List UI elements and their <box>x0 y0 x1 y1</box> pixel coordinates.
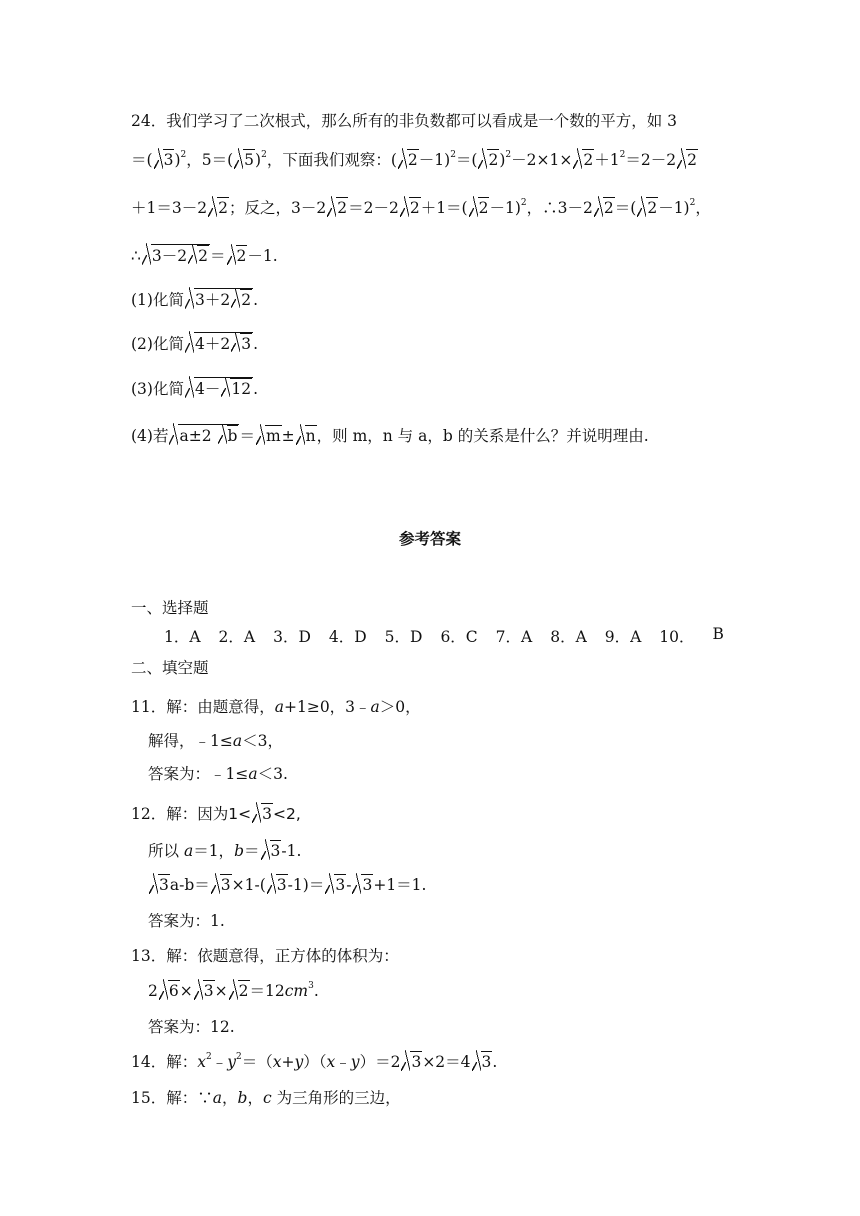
text: ＝( <box>614 199 637 217</box>
question-label: (3)化简 <box>131 380 184 398</box>
sqrt-symbol <box>227 245 248 267</box>
text: －1) <box>489 199 521 217</box>
sqrt-symbol <box>296 425 317 447</box>
var: a <box>232 732 243 750</box>
radicand: n <box>305 427 316 445</box>
text: ＝2－2 <box>348 199 399 217</box>
text: ， <box>247 1089 263 1107</box>
sqrt-symbol <box>208 197 229 219</box>
text: ＋1＝3－2 <box>131 199 208 217</box>
question-3 <box>131 377 258 400</box>
radicand: 2 <box>241 291 252 309</box>
radicand: 2 <box>478 199 489 217</box>
radicand: 2 <box>238 982 249 1000</box>
exponent: 2 <box>261 150 267 160</box>
sqrt-symbol <box>231 289 252 310</box>
text: 所以 <box>148 842 184 860</box>
text: ) <box>174 151 181 169</box>
sqrt-symbol <box>352 874 373 896</box>
text: ，5＝( <box>186 151 234 169</box>
answer-14 <box>131 1051 497 1073</box>
text: ＝（ <box>241 1053 273 1071</box>
radicand: 3 <box>163 151 174 169</box>
answer-11-line-3 <box>148 763 288 785</box>
sqrt-symbol <box>256 425 282 447</box>
text: 1< <box>228 805 252 823</box>
sqrt-symbol <box>185 377 253 400</box>
radicand: 3 <box>262 805 272 823</box>
radicand: 3 <box>220 876 231 894</box>
sqrt-symbol <box>594 197 615 219</box>
text: + <box>281 1053 295 1071</box>
answer-12-line-3 <box>148 874 426 896</box>
radicand <box>194 288 253 310</box>
problem-number: 24． <box>131 112 167 130</box>
radicand: 2 <box>583 151 594 169</box>
text: ＜3. <box>257 765 288 783</box>
choice-answer: 4．D <box>328 628 367 646</box>
exponent: 2 <box>520 198 527 208</box>
radicand: b <box>227 427 238 445</box>
radicand: 2 <box>337 199 348 217</box>
choice-answer: 7．A <box>495 628 533 646</box>
sqrt-symbol <box>637 197 658 219</box>
radicand: 3 <box>362 876 373 894</box>
sqrt-symbol <box>185 332 253 355</box>
question-label: (2)化简 <box>131 335 184 353</box>
text: 14．解： <box>131 1053 198 1071</box>
text: 11．解：由题意得， <box>131 698 275 716</box>
sqrt-symbol <box>149 874 170 896</box>
text: ＞0， <box>379 698 421 716</box>
exponent: 2 <box>450 150 456 160</box>
sqrt-symbol <box>401 1051 422 1073</box>
radicand: 12 <box>231 380 252 398</box>
text: <2, <box>272 805 301 823</box>
var: x <box>197 1053 206 1071</box>
question-2 <box>131 332 258 355</box>
answers-title: 参考答案 <box>398 530 461 548</box>
radicand: 3 <box>270 842 281 860</box>
sqrt-symbol <box>261 840 282 862</box>
text: ＝( <box>131 151 153 169</box>
choice-answer: 10． <box>659 628 695 646</box>
text: ，下面我们观察：( <box>266 151 397 169</box>
text: ＝1， <box>193 842 235 860</box>
exponent: 2 <box>180 150 187 160</box>
sqrt-symbol <box>185 288 253 311</box>
text: 为三角形的三边， <box>271 1089 401 1107</box>
section-choice-heading: 一、选择题 <box>131 599 209 617</box>
question-label: (4)若 <box>131 427 169 445</box>
text: ， <box>221 1089 238 1107</box>
var: y <box>350 1053 360 1071</box>
sqrt-symbol <box>142 244 210 267</box>
text: -1. <box>281 842 302 860</box>
radicand: 2 <box>236 247 247 265</box>
sqrt-symbol <box>229 980 250 1002</box>
radicand <box>178 424 239 446</box>
radicand: m <box>265 427 281 445</box>
exponent: 2 <box>619 150 626 160</box>
text: －1) <box>418 151 451 169</box>
sqrt-symbol <box>267 874 288 896</box>
var: a <box>370 698 380 716</box>
choice-answer: 3．D <box>273 628 311 646</box>
text: ，则 m，n 与 a，b 的关系是什么？并说明理由. <box>316 427 649 445</box>
radicand: 2 <box>218 199 228 217</box>
problem-24-line-3 <box>131 197 711 219</box>
radicand: 3 <box>276 876 287 894</box>
var: a <box>183 842 194 860</box>
radicand: 2 <box>409 199 420 217</box>
sqrt-symbol <box>400 197 421 219</box>
text: ＋1 <box>594 151 620 169</box>
answer-11-line-2 <box>148 730 283 752</box>
text: ＋1＝( <box>420 199 468 217</box>
radicand: 2 <box>198 247 208 265</box>
section-fill-heading: 二、填空题 <box>131 659 209 677</box>
text: × <box>179 982 193 1000</box>
choice-answer: 9．A <box>604 628 642 646</box>
sqrt-symbol <box>231 333 252 354</box>
text: . <box>492 1053 498 1071</box>
radicand: 2 <box>687 151 697 169</box>
exponent: 2 <box>205 1052 212 1062</box>
answer-13-line-3: 答案为：12. <box>148 1018 235 1036</box>
text: a-b＝ <box>169 876 210 894</box>
text: 12．解：因为 <box>131 805 229 823</box>
answer-12-line-4: 答案为：1. <box>148 912 225 930</box>
sqrt-symbol <box>211 874 232 896</box>
text: －1. <box>247 247 278 265</box>
text: . <box>253 291 259 309</box>
text: 解得，﹣1≤ <box>148 732 233 750</box>
text: －2×1× <box>511 151 573 169</box>
var: x <box>326 1053 336 1071</box>
text: ﹣ <box>211 1053 228 1071</box>
text: 4＋2 <box>194 335 231 353</box>
var: c <box>262 1089 272 1107</box>
answer-15 <box>131 1087 401 1109</box>
choice-answer: 2．A <box>218 628 256 646</box>
problem-24-line-1 <box>131 110 677 132</box>
sqrt-symbol <box>327 197 348 219</box>
text: 4－ <box>194 380 221 398</box>
var: y <box>294 1053 304 1071</box>
choice-answer: 8．A <box>550 628 587 646</box>
text: ＝ <box>239 427 255 445</box>
text: 答案为：﹣1≤ <box>148 765 249 783</box>
radicand: 3 <box>159 876 169 894</box>
text: ) <box>255 151 262 169</box>
text: ；反之，3－2 <box>228 199 327 217</box>
radicand: 3 <box>335 876 346 894</box>
text: -1)＝ <box>287 876 325 894</box>
radicand: 5 <box>244 151 255 169</box>
text: ×1-( <box>231 876 266 894</box>
text: - <box>346 876 352 894</box>
text: ＜3， <box>242 732 283 750</box>
text: ＝( <box>455 151 478 169</box>
text: ＝ <box>244 842 260 860</box>
therefore-symbol: ∴ <box>131 247 141 265</box>
sqrt-symbol <box>218 425 239 446</box>
exponent: 2 <box>236 1052 242 1062</box>
var: b <box>237 1089 248 1107</box>
text: ± <box>281 427 295 445</box>
radicand: 3 <box>411 1053 422 1071</box>
radicand: 2 <box>407 151 418 169</box>
var: a <box>274 698 284 716</box>
choice-answer: 1．A <box>164 628 201 646</box>
radicand: 3－2 2 <box>151 244 210 266</box>
sqrt-symbol <box>398 149 419 171</box>
text: . <box>313 982 319 1000</box>
text: ）（ <box>303 1053 327 1071</box>
text: +1＝1. <box>373 876 427 894</box>
answer-11-line-1 <box>131 696 421 718</box>
choice-answer: 5．D <box>384 628 423 646</box>
text: 15．解：∵ <box>131 1089 213 1107</box>
text: ﹣ <box>335 1053 351 1071</box>
answer-12-line-2 <box>148 840 301 862</box>
choice-answer: B <box>712 625 724 643</box>
radicand: 3 <box>241 335 252 353</box>
radicand: 6 <box>168 982 179 1000</box>
text: ，∴3－2 <box>526 199 593 217</box>
radicand: 2 <box>603 199 614 217</box>
text: ＝12 <box>249 982 285 1000</box>
text: +1≥0，3﹣ <box>283 698 371 716</box>
sqrt-symbol <box>221 378 252 399</box>
sqrt-symbol <box>677 149 698 171</box>
choice-answer: 6．C <box>440 628 478 646</box>
problem-24-line-4 <box>131 244 278 267</box>
exponent: 2 <box>505 150 512 160</box>
exponent: 3 <box>308 981 314 991</box>
sqrt-symbol <box>325 874 346 896</box>
text: a±2 <box>179 427 217 445</box>
text: × <box>214 982 228 1000</box>
text: －1) <box>658 199 690 217</box>
sqrt-symbol <box>252 803 273 825</box>
sqrt-symbol <box>469 197 490 219</box>
text: . <box>253 380 259 398</box>
text: 2 <box>148 982 158 1000</box>
problem-intro: 我们学习了二次根式，那么所有的非负数都可以看成是一个数的平方，如 3 <box>166 112 678 130</box>
answer-13-line-1: 13．解：依题意得，正方体的体积为： <box>131 947 399 965</box>
var: a <box>212 1089 222 1107</box>
sqrt-symbol <box>478 149 499 171</box>
question-1 <box>131 288 258 311</box>
radicand: 3 <box>203 982 214 1000</box>
unit: cm <box>284 982 309 1000</box>
sqrt-symbol <box>154 149 175 171</box>
answer-13-line-2 <box>148 980 319 1002</box>
sqrt-symbol <box>188 245 209 266</box>
answer-12-line-1 <box>131 803 301 825</box>
text: ) <box>499 151 506 169</box>
sqrt-symbol <box>159 980 180 1002</box>
var: a <box>248 765 258 783</box>
text: ＝2－2 <box>625 151 677 169</box>
radicand <box>194 377 253 399</box>
radicand: 2 <box>488 151 499 169</box>
radicand: 2 <box>647 199 658 217</box>
sqrt-symbol <box>472 1051 493 1073</box>
var: y <box>227 1053 236 1071</box>
text: ＝ <box>209 247 226 265</box>
question-label: (1)化简 <box>131 291 184 309</box>
radicand <box>194 332 253 354</box>
text: 3＋2 <box>194 291 231 309</box>
radicand: 3 <box>481 1053 492 1071</box>
text: ）＝2 <box>359 1053 401 1071</box>
text: ×2＝4 <box>422 1053 471 1071</box>
exponent: 2 <box>689 198 696 208</box>
sqrt-symbol <box>573 149 594 171</box>
var: b <box>234 842 244 860</box>
question-4 <box>131 424 649 447</box>
text: . <box>253 335 259 353</box>
var: x <box>272 1053 282 1071</box>
sqrt-symbol <box>194 980 215 1002</box>
problem-24-line-2 <box>131 149 698 171</box>
choice-answers <box>164 625 724 647</box>
text: ， <box>695 199 711 217</box>
sqrt-symbol <box>169 424 239 447</box>
sqrt-symbol <box>234 149 255 171</box>
